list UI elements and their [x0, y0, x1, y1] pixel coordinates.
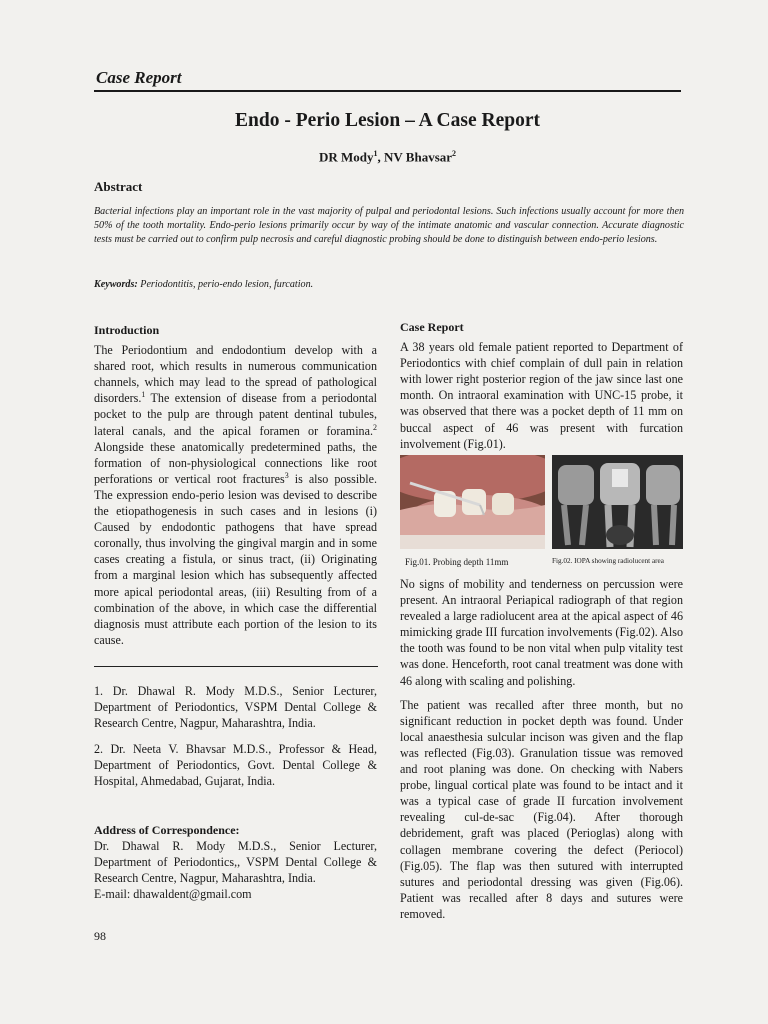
introduction-heading: Introduction [94, 323, 160, 337]
article-title: Endo - Perio Lesion – A Case Report [235, 110, 540, 131]
author-1: DR Mody [318, 149, 374, 165]
footnote-rule [94, 666, 378, 667]
section-label: Case Report [96, 68, 182, 87]
intro-text-1: The Periodontium and endodontium develop with a shared root, which results in numerous communication channels, which may lead to the spread of pathological disorders. [94, 343, 377, 406]
ref-3: 3 [284, 470, 289, 480]
keywords-text: Periodontitis, perio-endo lesion, furcation. [137, 279, 314, 290]
affiliations [94, 683, 377, 790]
xray-photo [552, 455, 683, 549]
author-2: NV Bhavsar [384, 149, 453, 165]
probing-photo [400, 455, 545, 549]
introduction-section [94, 322, 377, 648]
abstract-heading: Abstract [94, 179, 143, 194]
author-line [94, 149, 681, 165]
case-report-paragraph-3: The patient was recalled after three month, but no significant reduction in pocket depth was found. Under local anaesthesia sulcular incison was given and the flap was reflected (Fig.03). Granulation tissue was removed and root planing was done. On checking with Nabers probe, lingual cortical plate was found to be intact and it was a typical case of grade II furcation involvement revealing cul-de-sac (Fig.04). After thorough debridement, graft was placed (Perioglas) along with collagen membrane covering the defect (Periocol) (Fig.05). The flap was then sutured with interrupted sutures and periodontal dressing was given (Fig.06). Patient was recalled after 8 days and sutures were removed. [400, 697, 683, 921]
page-number: 98 [94, 929, 106, 943]
ref-2: 2 [373, 422, 377, 432]
case-report-heading: Case Report [400, 320, 464, 334]
correspondence [94, 822, 377, 902]
figure-1-caption: Fig.01. Probing depth 11mm [405, 557, 509, 567]
introduction-text [94, 342, 377, 648]
intro-text-2: The extension of disease from a periodontal pocket to the pulp are through patent dentinal tubules, lateral canals, and the apical foramen or foramina. [94, 391, 377, 438]
correspondence-email: E-mail: dhawaldent@gmail.com [94, 887, 252, 902]
correspondence-heading: Address of Correspondence: [94, 823, 240, 837]
affiliation-2: 2. Dr. Neeta V. Bhavsar M.D.S., Professor & Head, Department of Periodontics, Govt. Dental College & Hospital, Ahmedabad, Gujarat, India. [94, 742, 377, 789]
case-report-paragraph-2: No signs of mobility and tenderness on percussion were present. An intraoral Periapical radiograph of that region revealed a large radiolucent area at the apical aspect of 46 mimicking grade III furcation involvements (Fig.02). Also the tooth was found to be non vital when pulp vitality test was done. Henceforth, root canal treatment was done with 46 along with scaling and polishing. [400, 577, 683, 688]
case-report-paragraph-1: A 38 years old female patient reported to Department of Periodontics with chief complain of dull pain in relation with lower right posterior region of the jaw since last one month. On intraoral examination with UNC-15 probe, it was observed that there was a pocket depth of 11 mm on buccal aspect of 46 was present with furcation involvement (Fig.01). [400, 340, 683, 451]
intro-text-4: is also possible. The expression endo-perio lesion was devised to describe the etiopathogenesis in such cases and in lesions (i) Caused by endodontic pathogens that have spread coronally, thus involving the gingival margin and in some cases creating a fistula, or sinus tract, (ii) Originating from a marginal lesion which has subsequently affected more apical periodontal areas, (iii) Resulting from of a combination of the above, in which case the differential diagnosis must attribute each portion of the lesion to its cause. [94, 471, 377, 647]
header-rule [94, 90, 681, 92]
author-separator: , [377, 149, 384, 165]
intro-text-3: Alongside these anatomically predetermined paths, the formation of non-physiological connections like root perforations or vertical root fractures [94, 439, 377, 486]
correspondence-text: Dr. Dhawal R. Mody M.D.S., Senior Lecturer, Department of Periodontics,, VSPM Dental College & Research Centre, Nagpur, Maharashtra, India. [94, 839, 377, 886]
case-report-continued [400, 576, 683, 922]
case-report-section [400, 319, 683, 452]
keywords [94, 279, 313, 290]
keywords-label: Keywords: [94, 279, 138, 290]
author-1-superscript: 1 [373, 149, 378, 158]
author-2-superscript: 2 [452, 149, 457, 158]
abstract-text: Bacterial infections play an important role in the vast majority of pulpal and periodontal lesions. Such infections usually account for more then 50% of the tooth mortality. Endo-perio lesions primarily occur by way of the intimate anatomic and vascular connection. Accurate diagnostic tests must be carried out to confirm pulp necrosis and careful diagnostic probing should be done to distinguish between endo-perio lesions. [94, 206, 684, 245]
figure-2-caption: Fig.02. IOPA showing radiolucent area [552, 557, 664, 565]
affiliation-1: 1. Dr. Dhawal R. Mody M.D.S., Senior Lecturer, Department of Periodontics, VSPM Dental College & Research Centre, Nagpur, Maharashtra, India. [94, 684, 377, 731]
ref-1: 1 [141, 390, 146, 400]
